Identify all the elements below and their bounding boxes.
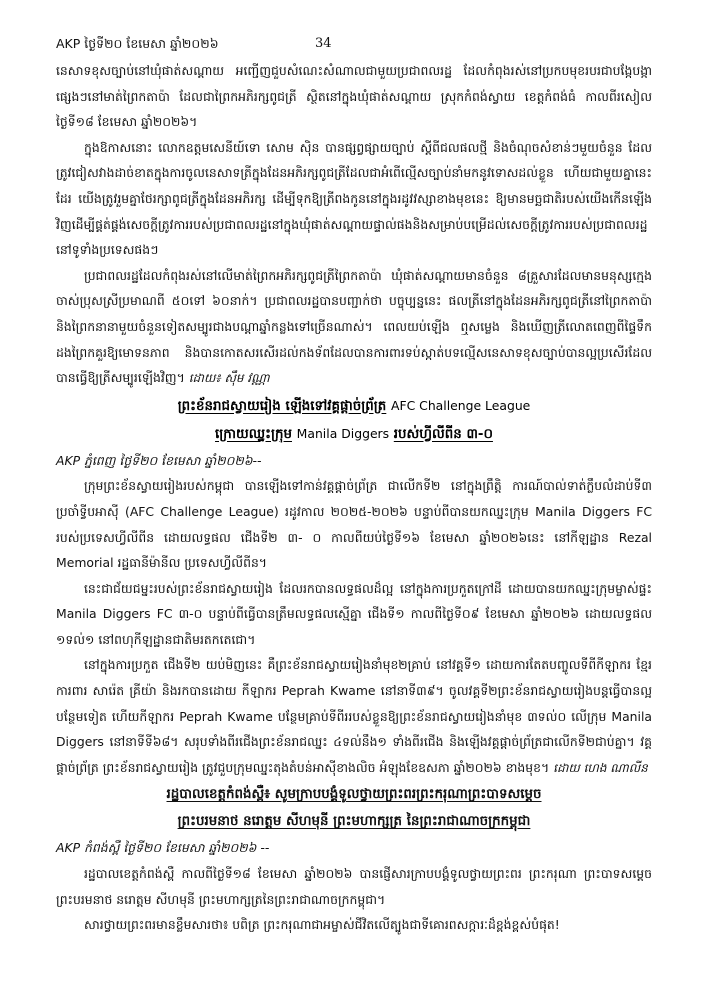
article2-paragraph-1: ក្រុមព្រះខ័នស្វាយរៀងរបស់កម្ពុជា បានឡើងទៅកាន់វគ្គផ្ដាច់ព្រ័ត្រ ជាលើកទី២ នៅក្នុងព្រឹត្តិ ការណ៍បាល់ទាត់ក្លឹបលំដាប់ទី៣ ប្រចាំទ្វីបអាស៊ី (AFC Challenge League) រដូវកាល ២០២៥-២០២៦ បន្ទាប់ពីបានយកឈ្នះក្រុម Manila Diggers FC របស់ប្រទេសហ្វីលីពីន ដោយលទ្ធផល ជើងទី២ ៣- ០ កាលពីយប់ថ្ងៃទី១៦ ខែមេសា ឆ្នាំ២០២៦នេះ នៅកីឡដ្ឋាន Rezal Memorial រដ្ឋធានីម៉ានីល ប្រទេសហ្វីលីពីន។	[56, 478, 652, 571]
article2-headline	[56, 392, 652, 448]
header-dateline: AKP ថ្ងៃទី២០ ខែមេសា ឆ្នាំ២០២៦	[56, 36, 219, 51]
article1-byline: ដោយ៖ ស៊ឹម វណ្ណា	[188, 371, 270, 386]
article3-headline-line-1	[56, 781, 652, 808]
article1-paragraph-3	[56, 263, 652, 392]
article2-headline-line-1	[56, 392, 652, 420]
article3-headline-line-2	[56, 808, 652, 835]
article2-headline-line-1-latin: AFC Challenge League	[390, 397, 531, 413]
article1-paragraph-2: ក្នុងឱកាសនោះ លោកឧត្តមសេនីយ៍ទោ សោម ស៊ិន បានផ្សព្វផ្សាយច្បាប់ ស្ដីពីជលផលថ្មី និងចំណុចសំខាន់ៗមួយចំនួន ដែលត្រូវជៀសវាងដាច់ខាតក្នុងការចូលនេសាទត្រីក្នុងដែនអភិរក្សពូជត្រីដែលជាអំពើល្មើសច្បាប់នាំមកនូវទោសដល់ខ្លួន ហើយជាមួយគ្នានេះដែរ យើងត្រូវរួមគ្នាថែរក្សាពូជត្រីក្នុងដែនអភិរក្ស ដើម្បីទុកឱ្យត្រីពងកូននៅក្នុងរដូវវស្សាខាងមុខនេះ ឱ្យមានមច្ឆជាតិរបស់យើងកើនឡើងវិញដើម្បីផ្គត់ផ្គង់សេចក្ដីត្រូវការរបស់ប្រជាពលរដ្ឋនៅក្នុងឃុំផាត់សណ្ដាយផ្ទាល់ផងនិងសម្រាប់បម្រើដល់សេចក្ដីត្រូវការរបស់ប្រជាពលរដ្ឋនៅទូទាំងប្រទេសផងៗ	[56, 139, 652, 258]
article2-paragraph-3	[56, 652, 652, 781]
page-content	[56, 58, 652, 938]
article2-headline-line-2-b: របស់ហ្វីលីពីន ៣-០	[393, 426, 493, 442]
article2-dateline: AKP ភ្នំពេញ ថ្ងៃទី២០ ខែមេសា ឆ្នាំ២០២៦--	[56, 452, 262, 468]
article2-headline-line-2-a: ក្រោយឈ្នះក្រុម	[215, 426, 292, 442]
page-header	[56, 36, 651, 56]
article2-headline-line-2-latin: Manila Diggers	[296, 425, 390, 441]
article3-headline-line-2-text: ព្រះបរមនាថ នរោត្តម សីហមុនី ព្រះមហាក្សត្រ នៃព្រះរាជាណាចក្រកម្ពុជា	[177, 814, 531, 830]
article2-headline-line-1-khmer: ព្រះខ័នរាជស្វាយរៀង ឡើងទៅវគ្គផ្ដាច់ព្រ័ត្រ	[177, 398, 387, 414]
article3-headline	[56, 781, 652, 835]
article3-paragraph-1: រដ្ឋបាលខេត្តកំពង់ស្ពឺ កាលពីថ្ងៃទី១៨ ខែមេសា ឆ្នាំ២០២៦ បានផ្ញើសារក្រាបបង្គំទូលថ្វាយព្រះពរ ព្រះករុណា ព្រះបាទសម្ដេច ព្រះបរមនាថ នរោត្តម សីហមុនី ព្រះមហាក្សត្រនៃព្រះរាជាណាចក្រកម្ពុជា។	[56, 866, 652, 907]
article1-paragraph-3-text: ប្រជាពលរដ្ឋដែលកំពុងរស់នៅលើមាត់ព្រៃកអភិរក្សពូជត្រីព្រៃកតាប៉ា ឃុំផាត់សណ្ដាយមានចំនួន ៨គ្រួសារដែលមានមនុស្សក្មេងចាស់ប្រុសស្រីប្រមាណពី ៥០ទៅ ៦០នាក់។ ប្រជាពលរដ្ឋបានបញ្ជាក់ថា បច្ចុប្បន្ននេះ ផលត្រីនៅក្នុងដែនអភិរក្សពូជត្រីនៅព្រៃកតាប៉ា និងព្រៃកនានាមួយចំនួនទៀតសម្បូរជាងបណ្ដាឆ្នាំកន្លងទៅច្រើនណាស់។ ពេលយប់ឡើង ឮសម្លេង និងឃើញត្រីលោតពេញពីផ្ទៃទឹកដងព្រៃកគួរឱ្យមោទនភាព និងបានកោតសរសើរដល់កងទ័ពដែលបានការពារទប់ស្កាត់បទល្មើសនេសាទខុសច្បាប់បានល្អប្រសើរដែលបានធ្វើឱ្យត្រីសម្បូរឡើងវិញ។	[56, 267, 652, 386]
page-number: 34	[315, 36, 332, 51]
article3-dateline: AKP កំពង់ស្ពឺ ថ្ងៃទី២០ ខែមេសា ឆ្នាំ២០២៦ --	[56, 840, 270, 856]
article2-paragraph-3-text: នៅក្នុងការប្រកួត ជើងទី២ យប់មិញនេះ គឺព្រះខ័នរាជស្វាយរៀងនាំមុខ២គ្រាប់ នៅវគ្គទី១ ដោយការតែតបញ្ចូលទីពីកីឡាករ ខ្មែរការពារ សារ៉េត គ្រីយ៉ា និងរកបានដោយ កីឡាករ Peprah Kwame នៅនាទី៣៩។ ចូលវគ្គទី២ព្រះខ័នរាជស្វាយរៀងបន្តធ្វើបានល្អបន្ថែមទៀត ហើយកីឡាករ Peprah Kwame បន្ថែមគ្រាប់ទីពីររបស់ខ្លួនឱ្យព្រះខ័នរាជស្វាយរៀងនាំមុខ ៣ទល់០ លើក្រុម Manila Diggers នៅនាទីទី៦៨។ សរុបទាំងពីរជើងព្រះខ័នរាជឈ្នះ ៤ទល់នឹង១ ទាំងពីរជើង និងឡើងវគ្គផ្ដាច់ព្រ័ត្រជាលើកទី២ជាប់គ្នា។ វគ្គផ្ដាច់ព្រ័ត្រ ព្រះខ័នរាជស្វាយរៀង ត្រូវជួបក្រុមឈ្នះតុងតំបន់អាស៊ីខាងលិច អំឡុងខែឧសភា ឆ្នាំ២០២៦ ខាងមុខ។	[56, 657, 652, 775]
article3-paragraph-2: សារថ្វាយព្រះពរមានខ្លឹមសារថា៖ បពិត្រ ព្រះករុណាជាអម្ចាស់ជីវិតលើត្បូងជាទីគោរពសក្ការៈដ៏ខ្ពង់ខ្ពស់បំផុត!	[84, 917, 560, 933]
article2-headline-line-2	[56, 420, 652, 448]
article2-byline: ដោយ ហេង ណាលីន	[553, 760, 648, 775]
article3-headline-line-1-text: រដ្ឋបាលខេត្តកំពង់ស្ពឺ៖ សូមក្រាបបង្គំទូលថ្វាយព្រះពរព្រះករុណាព្រះបាទសម្ដេច	[166, 787, 542, 803]
article2-paragraph-2: នេះជាជ័យជម្នះរបស់ព្រះខ័នរាជស្វាយរៀង ដែលរកបានលទ្ធផលដ៏ល្អ នៅក្នុងការប្រកួតក្រៅដី ដោយបានយកឈ្នះក្រុមម្ចាស់ផ្ទះ Manila Diggers FC ៣-០ បន្ទាប់ពីធ្វើបានត្រឹមលទ្ធផលស្មើគ្នា ជើងទី១ កាលពីថ្ងៃទី០៩ ខែមេសា ឆ្នាំ២០២៦ ដោយលទ្ធផល ១ទល់១ នៅពហុកីឡដ្ឋានជាតិមរតកតេជោ។	[56, 580, 652, 647]
article1-paragraph-1: នេសាទខុសច្បាប់នៅឃុំផាត់សណ្ដាយ អញ្ជើញជួបសំណេះសំណាលជាមួយប្រជាពលរដ្ឋ ដែលកំពុងរស់នៅប្រកបមុខរបរជាបង្កែបង្កាផ្សេងៗនៅមាត់ព្រៃកតាប៉ា ដែលជាព្រៃកអភិរក្សពូជត្រី ស្ថិតនៅក្នុងឃុំផាត់សណ្ដាយ ស្រុកកំពង់ស្វាយ ខេត្តកំពង់ធំ កាលពីរសៀលថ្ងៃទី១៨ ខែមេសា ឆ្នាំ២០២៦។	[56, 63, 652, 130]
